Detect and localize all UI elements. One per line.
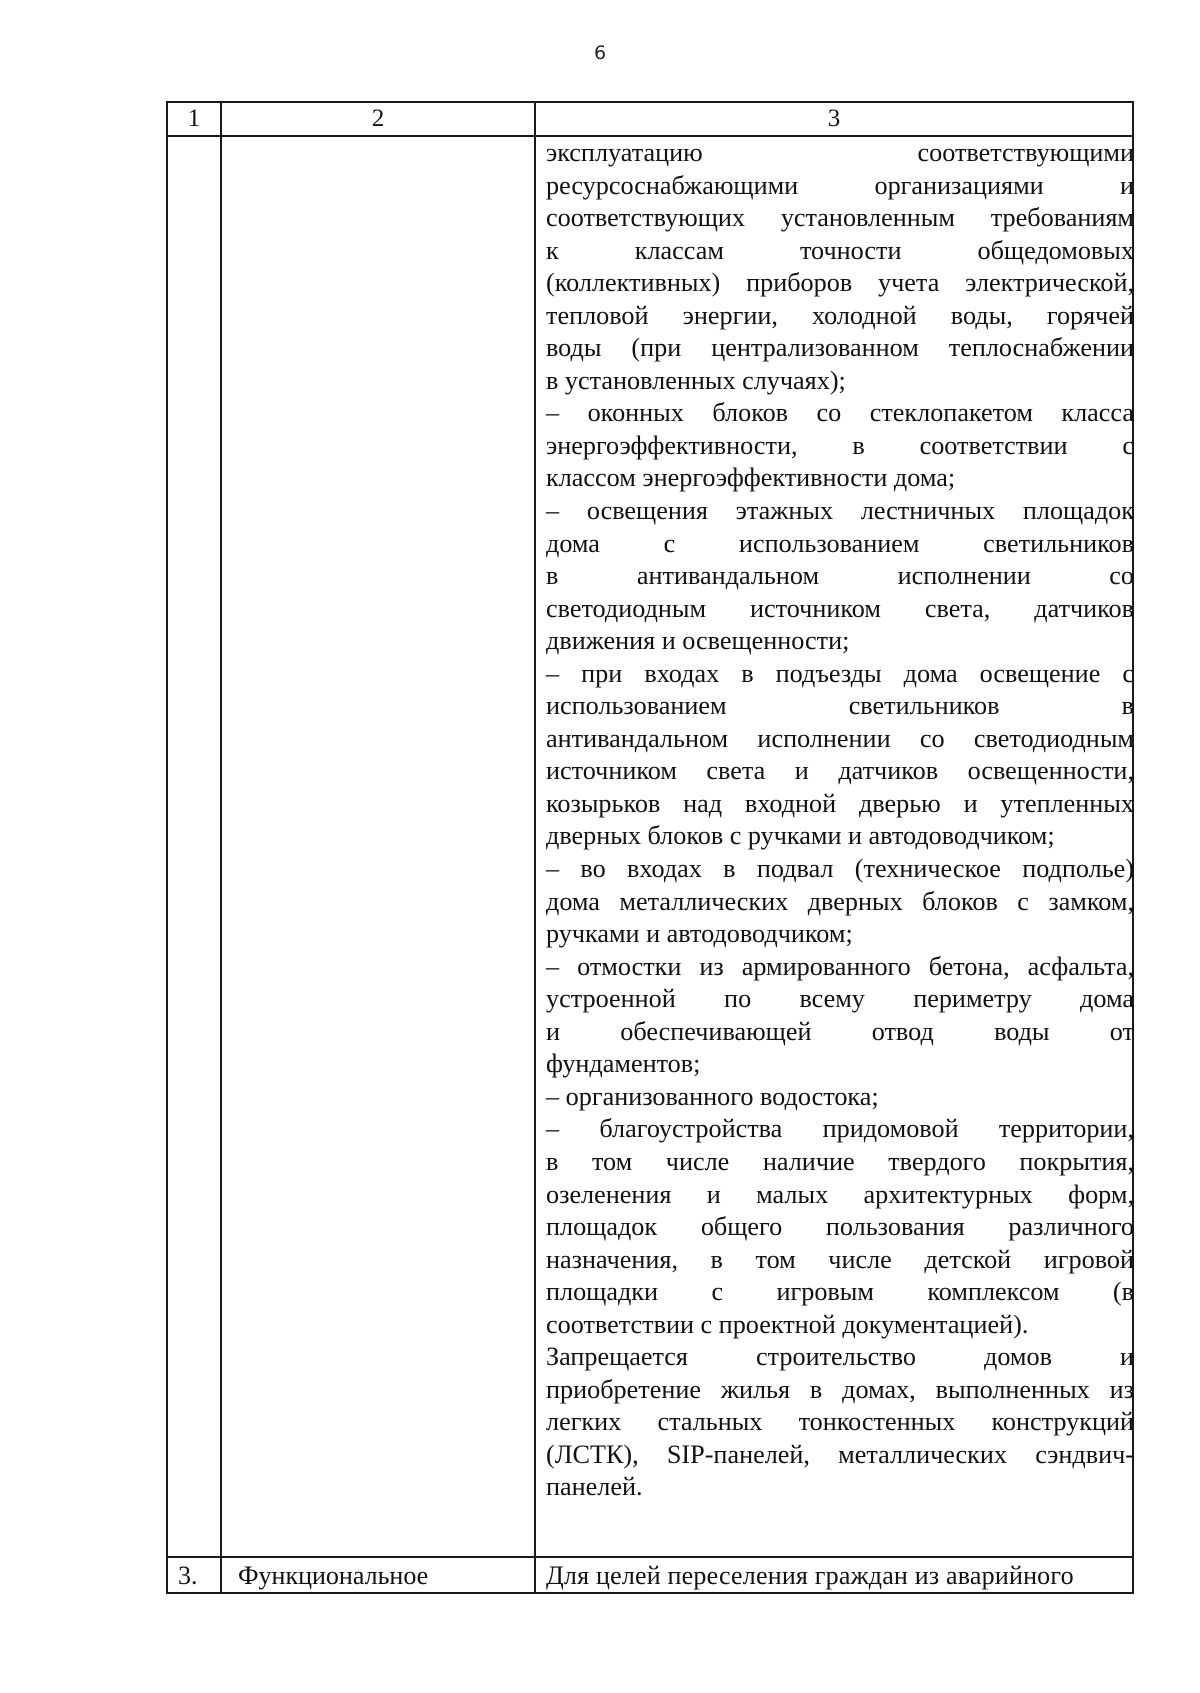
header-col3: 3 bbox=[827, 105, 841, 132]
col3-line: в том числе наличие твердого покрытия, bbox=[546, 1146, 1134, 1176]
col3-line: – освещения этажных лестничных площадок bbox=[546, 496, 1134, 526]
col3-line: фундаментов; bbox=[546, 1049, 701, 1079]
header-col1: 1 bbox=[187, 105, 201, 132]
col2-right-border bbox=[534, 101, 536, 1594]
col3-line: Запрещается строительство домов и bbox=[546, 1342, 1134, 1372]
col3-line: к классам точности общедомовых bbox=[546, 235, 1134, 265]
col3-line: использованием светильников в bbox=[546, 691, 1134, 721]
col3-line: классом энергоэффективности дома; bbox=[546, 463, 956, 493]
col3-line: – благоустройства придомовой территории, bbox=[546, 1114, 1134, 1144]
col3-line: в установленных случаях); bbox=[546, 365, 846, 395]
col3-line: ресурсоснабжающими организациями и bbox=[546, 170, 1134, 200]
col3-line: эксплуатацию соответствующими bbox=[546, 138, 1134, 167]
page-number: 6 bbox=[593, 42, 607, 64]
row-continued-col3-text bbox=[546, 137, 1134, 1504]
col3-line: тепловой энергии, холодной воды, горячей bbox=[546, 300, 1134, 330]
col3-line: соответствии с проектной документацией). bbox=[546, 1309, 1029, 1339]
col3-line: (ЛСТК), SIP-панелей, металлических сэндвич- bbox=[546, 1439, 1134, 1469]
col3-line: воды (при централизованном теплоснабжении bbox=[546, 333, 1134, 363]
col3-line: панелей. bbox=[546, 1472, 643, 1502]
col3-line: – во входах в подвал (техническое подполье) bbox=[546, 854, 1134, 884]
col3-line: – отмостки из армированного бетона, асфальта, bbox=[546, 951, 1134, 981]
col3-line: площадки с игровым комплексом (в bbox=[546, 1277, 1134, 1307]
col1-right-border bbox=[220, 101, 222, 1594]
col3-line: в антивандальном исполнении со bbox=[546, 561, 1134, 591]
col3-line: соответствующих установленным требованиям bbox=[546, 203, 1134, 233]
row3-text: Для целей переселения граждан из аварийного bbox=[546, 1561, 1074, 1590]
col3-line: назначения, в том числе детской игровой bbox=[546, 1244, 1134, 1274]
row3-number: 3. bbox=[178, 1561, 198, 1590]
col3-line: – при входах в подъезды дома освещение с bbox=[546, 658, 1134, 688]
col3-line: – организованного водостока; bbox=[546, 1081, 879, 1111]
col3-line: движения и освещенности; bbox=[546, 626, 850, 656]
row3-name: Функциональное bbox=[238, 1561, 429, 1590]
col3-line: светодиодным источником света, датчиков bbox=[546, 593, 1134, 623]
table-left-border bbox=[166, 101, 168, 1594]
col3-line: и обеспечивающей отвод воды от bbox=[546, 1016, 1134, 1046]
col3-line: дома металлических дверных блоков с замком, bbox=[546, 886, 1134, 916]
col3-line: (коллективных) приборов учета электрической, bbox=[546, 268, 1134, 298]
col3-line: антивандальном исполнении со светодиодным bbox=[546, 723, 1134, 753]
col3-line: ручками и автодоводчиком; bbox=[546, 919, 853, 949]
header-col2: 2 bbox=[371, 105, 385, 132]
col3-line: – оконных блоков со стеклопакетом класса bbox=[546, 398, 1134, 428]
col3-line: дверных блоков с ручками и автодоводчиком; bbox=[546, 821, 1055, 851]
col3-line: озеленения и малых архитектурных форм, bbox=[546, 1179, 1134, 1209]
col3-line: площадок общего пользования различного bbox=[546, 1212, 1134, 1242]
col3-line: дома с использованием светильников bbox=[546, 528, 1134, 558]
col3-line: приобретение жилья в домах, выполненных из bbox=[546, 1374, 1134, 1404]
col3-line: устроенной по всему периметру дома bbox=[546, 984, 1134, 1014]
col3-line: источником света и датчиков освещенности, bbox=[546, 756, 1134, 786]
row-separator bbox=[166, 1556, 1134, 1558]
col3-line: легких стальных тонкостенных конструкций bbox=[546, 1407, 1134, 1437]
col3-line: энергоэффективности, в соответствии с bbox=[546, 430, 1134, 460]
table-bottom-border bbox=[166, 1592, 1134, 1594]
col3-line: козырьков над входной дверью и утепленных bbox=[546, 788, 1134, 818]
